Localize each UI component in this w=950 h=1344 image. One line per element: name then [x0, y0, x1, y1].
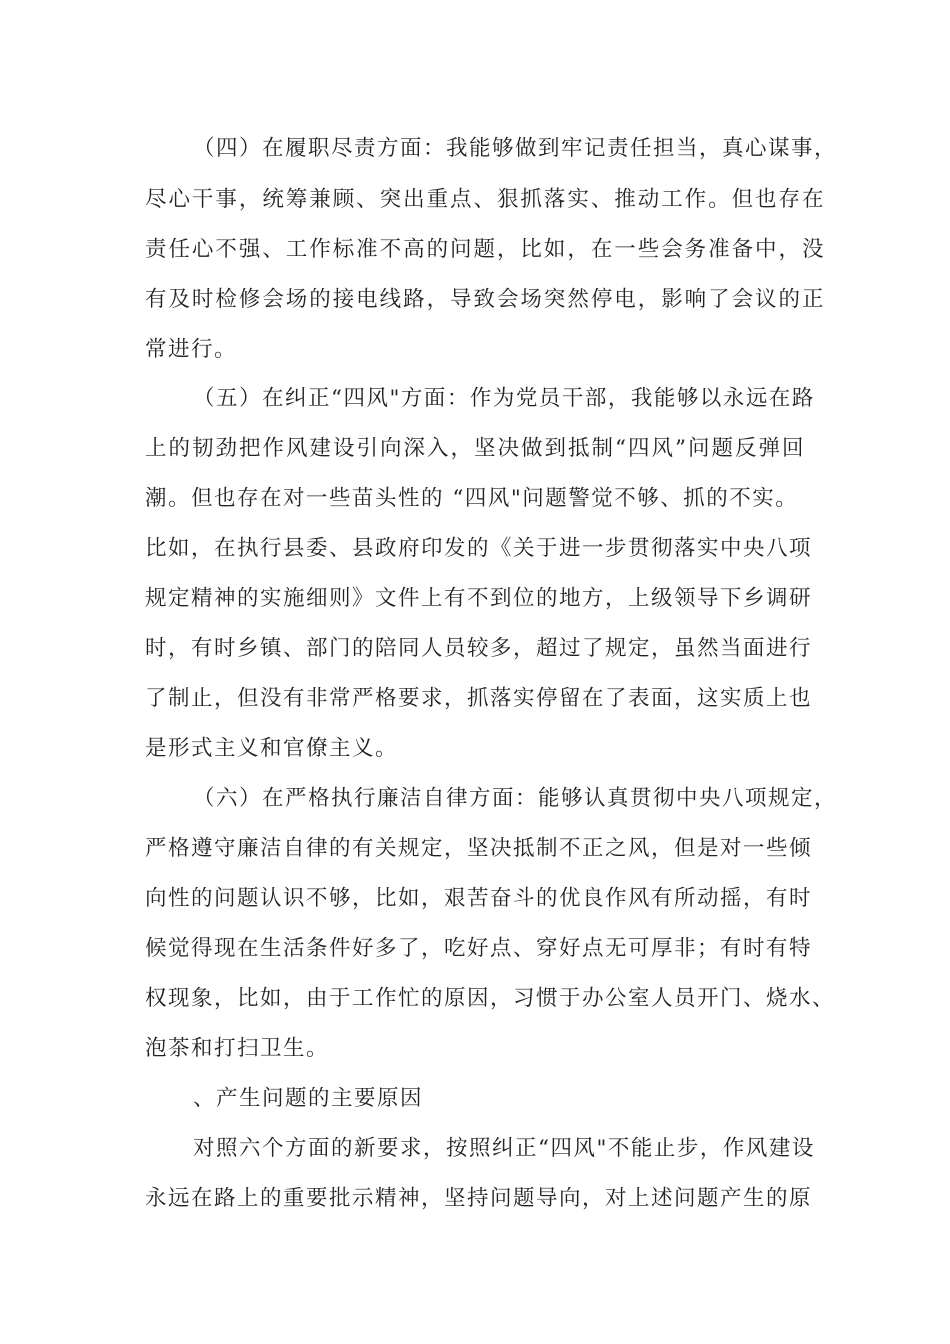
- text-line: 尽心干事，统筹兼顾、突出重点、狠抓落实、推动工作。但也存在: [145, 187, 825, 212]
- text-line: 泡茶和打扫卫生。: [145, 1036, 330, 1061]
- text-line: 比如，在执行县委、县政府印发的《关于进一步贯彻落实中央八项: [145, 536, 813, 561]
- text-line: 是形式主义和官僚主义。: [145, 736, 399, 761]
- text-line: 对照六个方面的新要求，按照纠正“四风"不能止步，作风建设: [193, 1136, 815, 1161]
- text-line: 责任心不强、工作标准不高的问题，比如，在一些会务准备中，没: [145, 237, 825, 262]
- text-line: （四）在履职尽责方面：我能够做到牢记责任担当，真心谋事，: [193, 136, 838, 161]
- section-heading: 、产生问题的主要原因: [193, 1086, 424, 1111]
- text-line: 时，有时乡镇、部门的陪同人员较多，超过了规定，虽然当面进行: [145, 636, 813, 661]
- text-line: 向性的问题认识不够，比如，艰苦奋斗的优良作风有所动摇，有时: [145, 886, 813, 911]
- text-line: 上的韧劲把作风建设引向深入，坚决做到抵制“四风”问题反弹回: [145, 436, 805, 461]
- text-line: 候觉得现在生活条件好多了，吃好点、穿好点无可厚非；有时有特: [145, 936, 813, 961]
- text-line: 有及时检修会场的接电线路，导致会场突然停电，影响了会议的正: [145, 287, 825, 312]
- text-line: 规定精神的实施细则》文件上有不到位的地方，上级领导下乡调研: [145, 586, 813, 611]
- text-line: （五）在纠正“四风"方面：作为党员干部，我能够以永远在路: [193, 386, 815, 411]
- text-line: 了制止，但没有非常严格要求，抓落实停留在了表面，这实质上也: [145, 686, 813, 711]
- text-line: 潮。但也存在对一些苗头性的 “四风"问题警觉不够、抓的不实。: [145, 486, 799, 511]
- text-line: （六）在严格执行廉洁自律方面：能够认真贯彻中央八项规定，: [193, 786, 838, 811]
- text-line: 永远在路上的重要批示精神，坚持问题导向，对上述问题产生的原: [145, 1186, 813, 1211]
- text-line: 常进行。: [145, 337, 238, 362]
- text-line: 权现象，比如，由于工作忙的原因，习惯于办公室人员开门、烧水、: [145, 986, 836, 1011]
- text-line: 严格遵守廉洁自律的有关规定，坚决抵制不正之风，但是对一些倾: [145, 836, 813, 861]
